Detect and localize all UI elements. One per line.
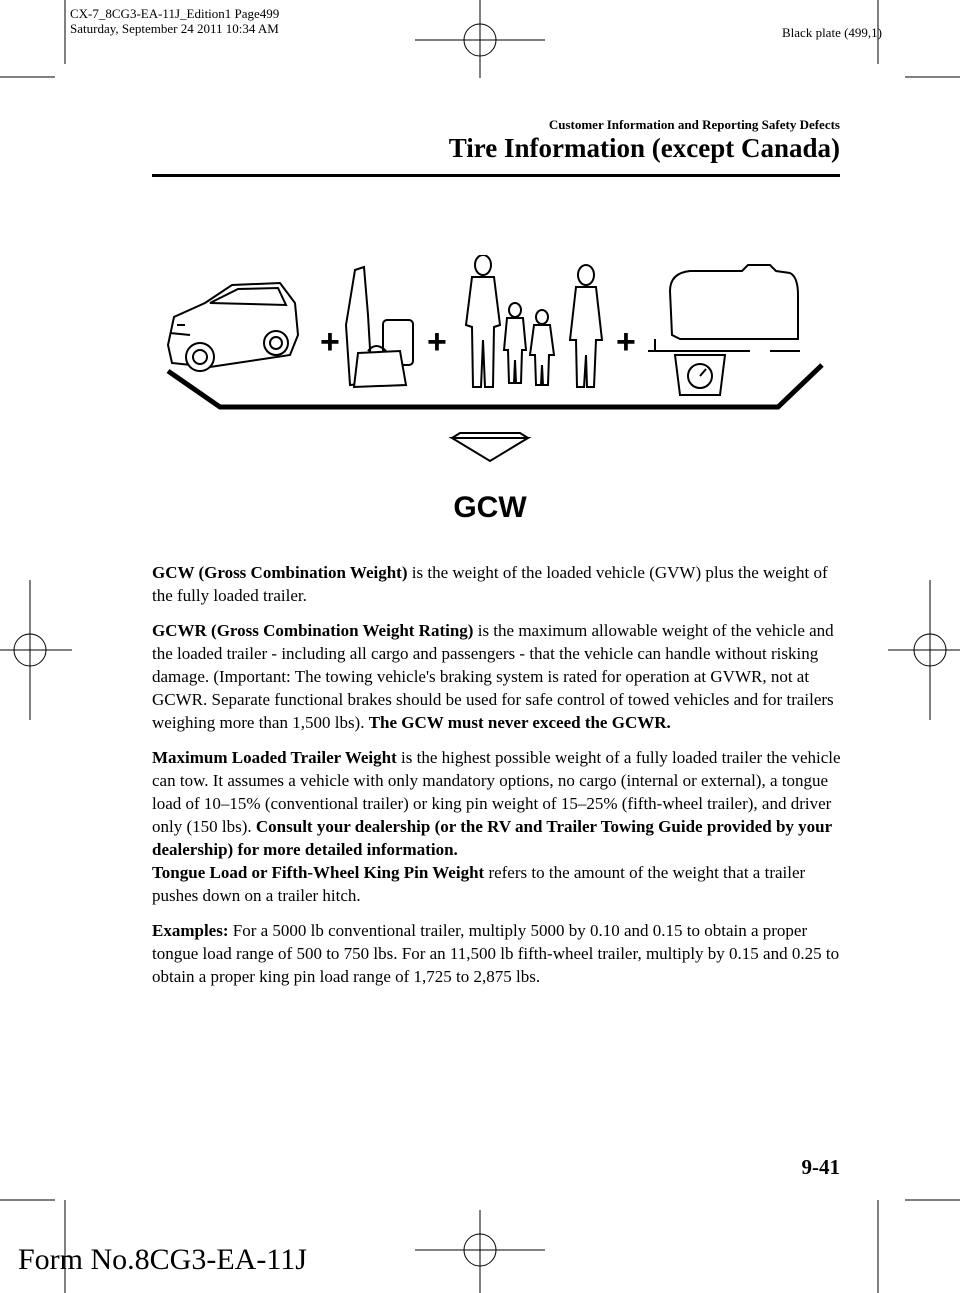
page-number: 9-41 [801,1155,840,1179]
gcw-label: GCW [453,491,527,524]
plate-info [70,6,279,36]
form-number: Form No.8CG3-EA-11J [18,1243,307,1276]
luggage-icon [346,267,413,387]
text-tongue: refers to the amount of the weight that a trailer pushes down on a trailer hitch. [152,863,806,905]
text-gcwr: is the maximum allowable weight of the vehicle and the loaded trailer - including all cargo and passengers - that the vehicle can handle without risking damage. (Important: The towing vehicle's braking system is rated for operation at GVWR, not at GCWR. Separate functional brakes should be used for safe control of towed vehicles and for trailers weighing more than 1,500 lbs). [152,621,834,732]
black-plate-label: Black plate (499,1) [782,25,882,40]
body-text [152,561,842,1000]
gcw-illustration [150,255,830,535]
family-icon [466,255,602,387]
header-rule [152,174,840,177]
term-max-trailer: Maximum Loaded Trailer Weight [152,748,397,767]
term-tongue: Tongue Load or Fifth-Wheel King Pin Weight [152,863,485,882]
plus-sign-3: + [616,323,636,361]
paragraph-tongue [152,861,842,907]
term-gcw: GCW (Gross Combination Weight) [152,563,408,582]
plate-line-1: CX-7_8CG3-EA-11J_Edition1 Page499 [70,6,280,21]
term-gcwr: GCWR (Gross Combination Weight Rating) [152,621,474,640]
paragraph-gcw [152,561,842,607]
emphasis-gcwr: The GCW must never exceed the GCWR. [368,713,671,732]
text-max-trailer: is the highest possible weight of a fully loaded trailer the vehicle can tow. It assumes a vehicle with only mandatory options, no cargo (internal or external), a tongue load of 10–15% (conventional trailer) or king pin weight of 15–25% (fifth-wheel trailer), and driver only (150 lbs). [152,748,841,836]
paragraph-max-trailer [152,746,842,861]
down-arrow-icon [452,433,528,461]
text-gcw: is the weight of the loaded vehicle (GVW) plus the weight of the fully loaded trailer. [152,563,828,605]
paragraph-gcwr [152,619,842,734]
text-examples: For a 5000 lb conventional trailer, multiply 5000 by 0.10 and 0.15 to obtain a proper tongue load range of 500 to 750 lbs. For an 11,500 lb fifth-wheel trailer, multiply by 0.15 and 0.25 to obtain a proper king pin load range of 1,725 to 2,875 lbs. [152,921,840,986]
plate-line-2: Saturday, September 24 2011 10:34 AM [70,21,279,36]
trailer-scale-icon [648,265,800,395]
plus-sign-2: + [427,323,447,361]
chapter-title: Tire Information (except Canada) [448,133,840,163]
section-title: Customer Information and Reporting Safety Defects [548,117,840,132]
car-icon [168,283,298,371]
plus-sign-1: + [320,323,340,361]
paragraph-examples [152,919,842,988]
emphasis-max-trailer: Consult your dealership (or the RV and Trailer Towing Guide provided by your dealership) for more detailed information. [152,817,832,859]
term-examples: Examples: [152,921,229,940]
